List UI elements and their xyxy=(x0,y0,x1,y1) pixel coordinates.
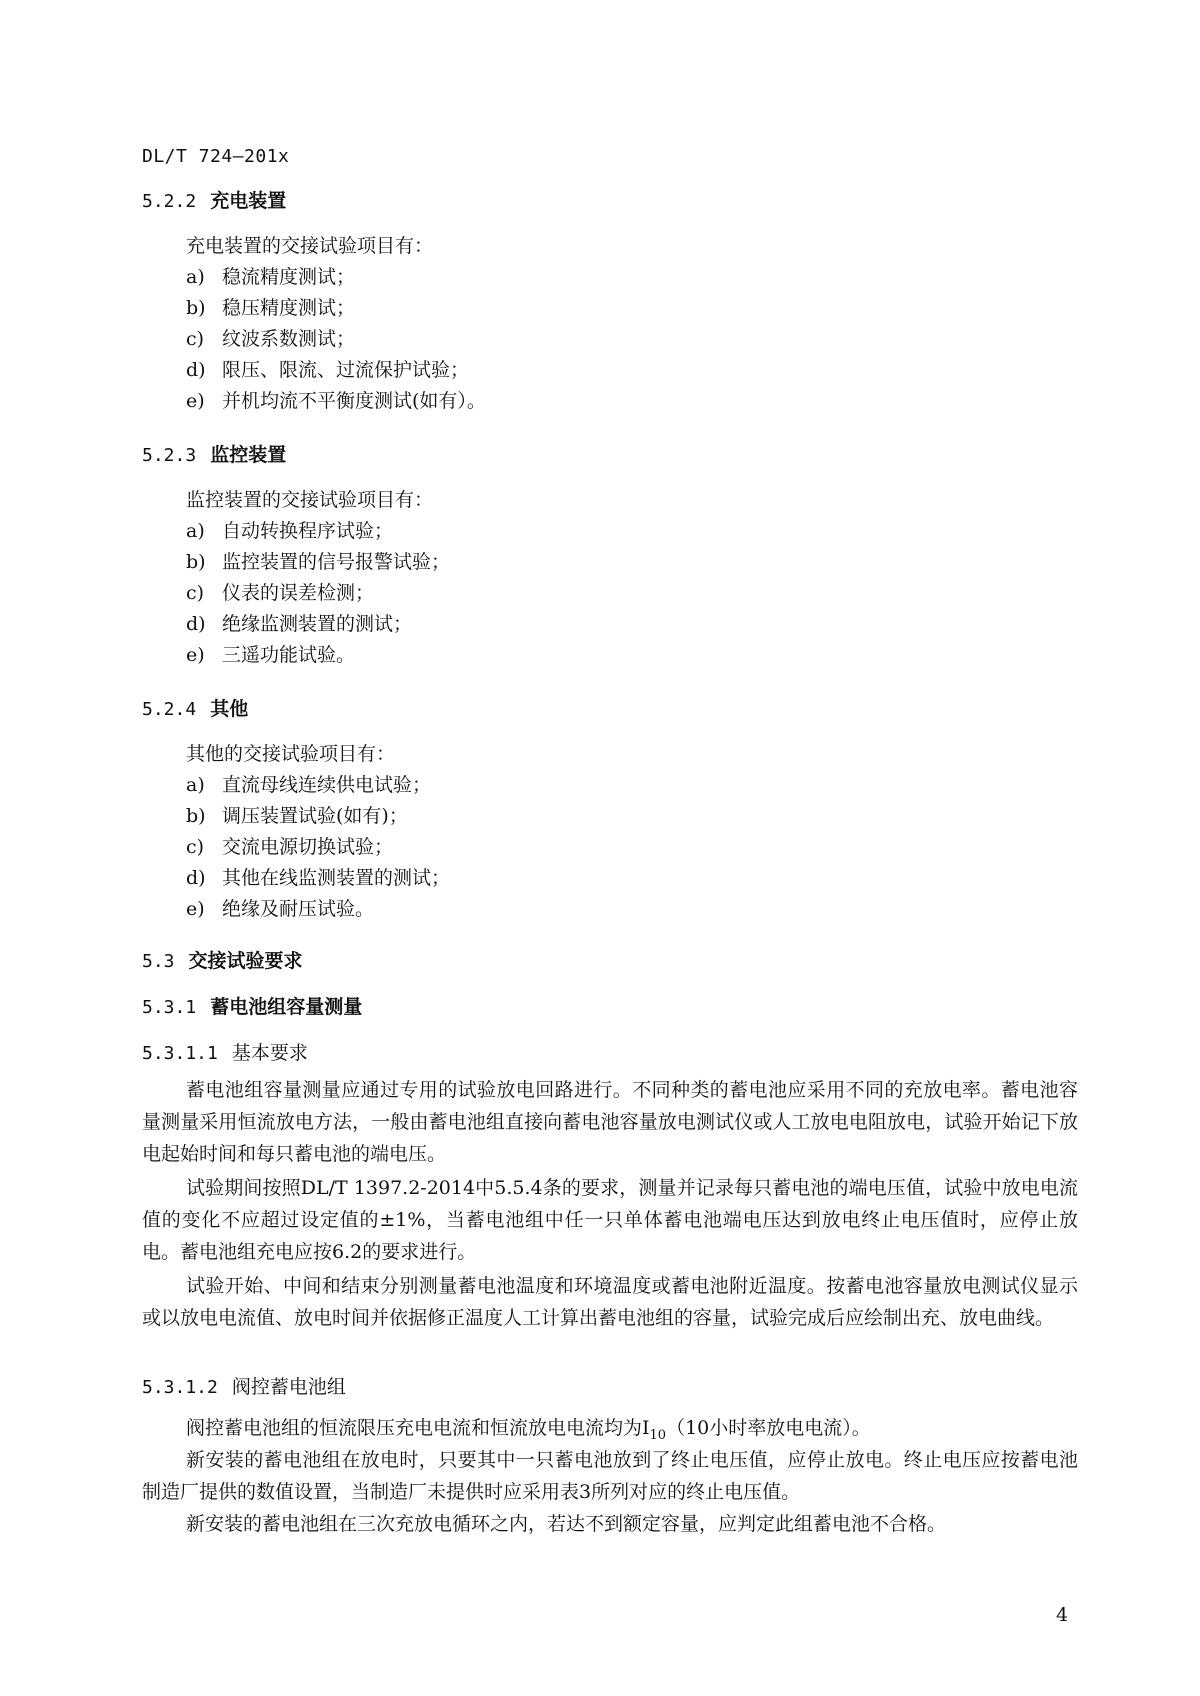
intro-5-2-2: 充电装置的交接试验项目有： xyxy=(186,235,434,257)
list-item: d) 限压、限流、过流保护试验； xyxy=(186,359,470,381)
heading-number: 5.2.4 xyxy=(142,699,197,720)
heading-title: 监控装置 xyxy=(210,444,287,466)
list-item: c) 纹波系数测试； xyxy=(186,328,356,350)
paragraph: 蓄电池组容量测量应通过专用的试验放电回路进行。不同种类的蓄电池应采用不同的充放电率。蓄电池容量测量采用恒流放电方法，一般由蓄电池组直接向蓄电池容量放电测试仪或人工放电电阻放电，试验开始记下放电起始时间和每只蓄电池的端电压。 xyxy=(142,1079,1078,1165)
paragraph: 新安装的蓄电池组在放电时，只要其中一只蓄电池放到了终止电压值，应停止放电。终止电压应按蓄电池制造厂提供的数值设置，当制造厂未提供时应采用表3所列对应的终止电压值。 xyxy=(142,1449,1078,1503)
list-item: b) 稳压精度测试； xyxy=(186,297,356,319)
list-item: a) 稳流精度测试； xyxy=(186,266,356,288)
heading-number: 5.3.1.2 xyxy=(142,1377,218,1398)
heading-number: 5.3.1.1 xyxy=(142,1043,218,1064)
heading-title: 阀控蓄电池组 xyxy=(231,1376,346,1398)
list-item: c) 交流电源切换试验； xyxy=(186,836,394,858)
heading-number: 5.3 xyxy=(142,951,175,972)
heading-title: 基本要求 xyxy=(231,1042,308,1064)
list-item: d) 绝缘监测装置的测试； xyxy=(186,613,413,635)
paragraph: 试验期间按照DL/T 1397.2-2014中5.5.4条的要求，测量并记录每只蓄电池的端电压值，试验中放电电流值的变化不应超过设定值的±1%，当蓄电池组中任一只单体蓄电池端电压达到放电终止电压值时，应停止放电。蓄电池组充电应按6.2的要求进行。 xyxy=(142,1177,1078,1263)
list-item: c) 仪表的误差检测； xyxy=(186,582,375,604)
paragraph: 阀控蓄电池组的恒流限压充电电流和恒流放电电流均为$I_{10}(10$小时率放电电流）。 xyxy=(186,1417,871,1443)
list-item: d) 其他在线监测装置的测试； xyxy=(186,867,451,889)
heading-5-3-1 xyxy=(142,992,362,1019)
page-number: 4 xyxy=(1056,1604,1069,1626)
doc-number: DL/T 724—201x xyxy=(142,146,290,167)
list-item: e) 并机均流不平衡度测试(如有）。 xyxy=(186,390,486,412)
list-item: e) 三遥功能试验。 xyxy=(186,644,356,666)
heading-5-3-1-2 xyxy=(142,1372,346,1399)
heading-5-2-3 xyxy=(142,440,286,467)
heading-5-3 xyxy=(142,946,303,973)
heading-5-2-2 xyxy=(142,186,286,213)
heading-title: 蓄电池组容量测量 xyxy=(210,996,363,1018)
list-item: a) 自动转换程序试验； xyxy=(186,520,394,542)
heading-number: 5.3.1 xyxy=(142,997,197,1018)
heading-number: 5.2.3 xyxy=(142,445,197,466)
list-item: a) 直流母线连续供电试验； xyxy=(186,774,432,796)
paragraph: 新安装的蓄电池组在三次充放电循环之内，若达不到额定容量，应判定此组蓄电池不合格。 xyxy=(186,1513,947,1535)
heading-title: 充电装置 xyxy=(210,190,287,212)
list-item: e) 绝缘及耐压试验。 xyxy=(186,898,375,920)
paragraph: 试验开始、中间和结束分别测量蓄电池温度和环境温度或蓄电池附近温度。按蓄电池容量放电测试仪显示或以放电电流值、放电时间并依据修正温度人工计算出蓄电池组的容量，试验完成后应绘制出充、放电曲线。 xyxy=(142,1275,1078,1329)
heading-5-2-4 xyxy=(142,694,248,721)
intro-5-2-3: 监控装置的交接试验项目有： xyxy=(186,489,434,511)
list-item: b) 调压装置试验(如有)； xyxy=(186,805,408,827)
heading-number: 5.2.2 xyxy=(142,191,197,212)
heading-title: 其他 xyxy=(210,698,249,720)
list-item: b) 监控装置的信号报警试验； xyxy=(186,551,451,573)
heading-5-3-1-1 xyxy=(142,1038,308,1065)
intro-5-2-4: 其他的交接试验项目有： xyxy=(186,743,396,765)
heading-title: 交接试验要求 xyxy=(188,950,303,972)
